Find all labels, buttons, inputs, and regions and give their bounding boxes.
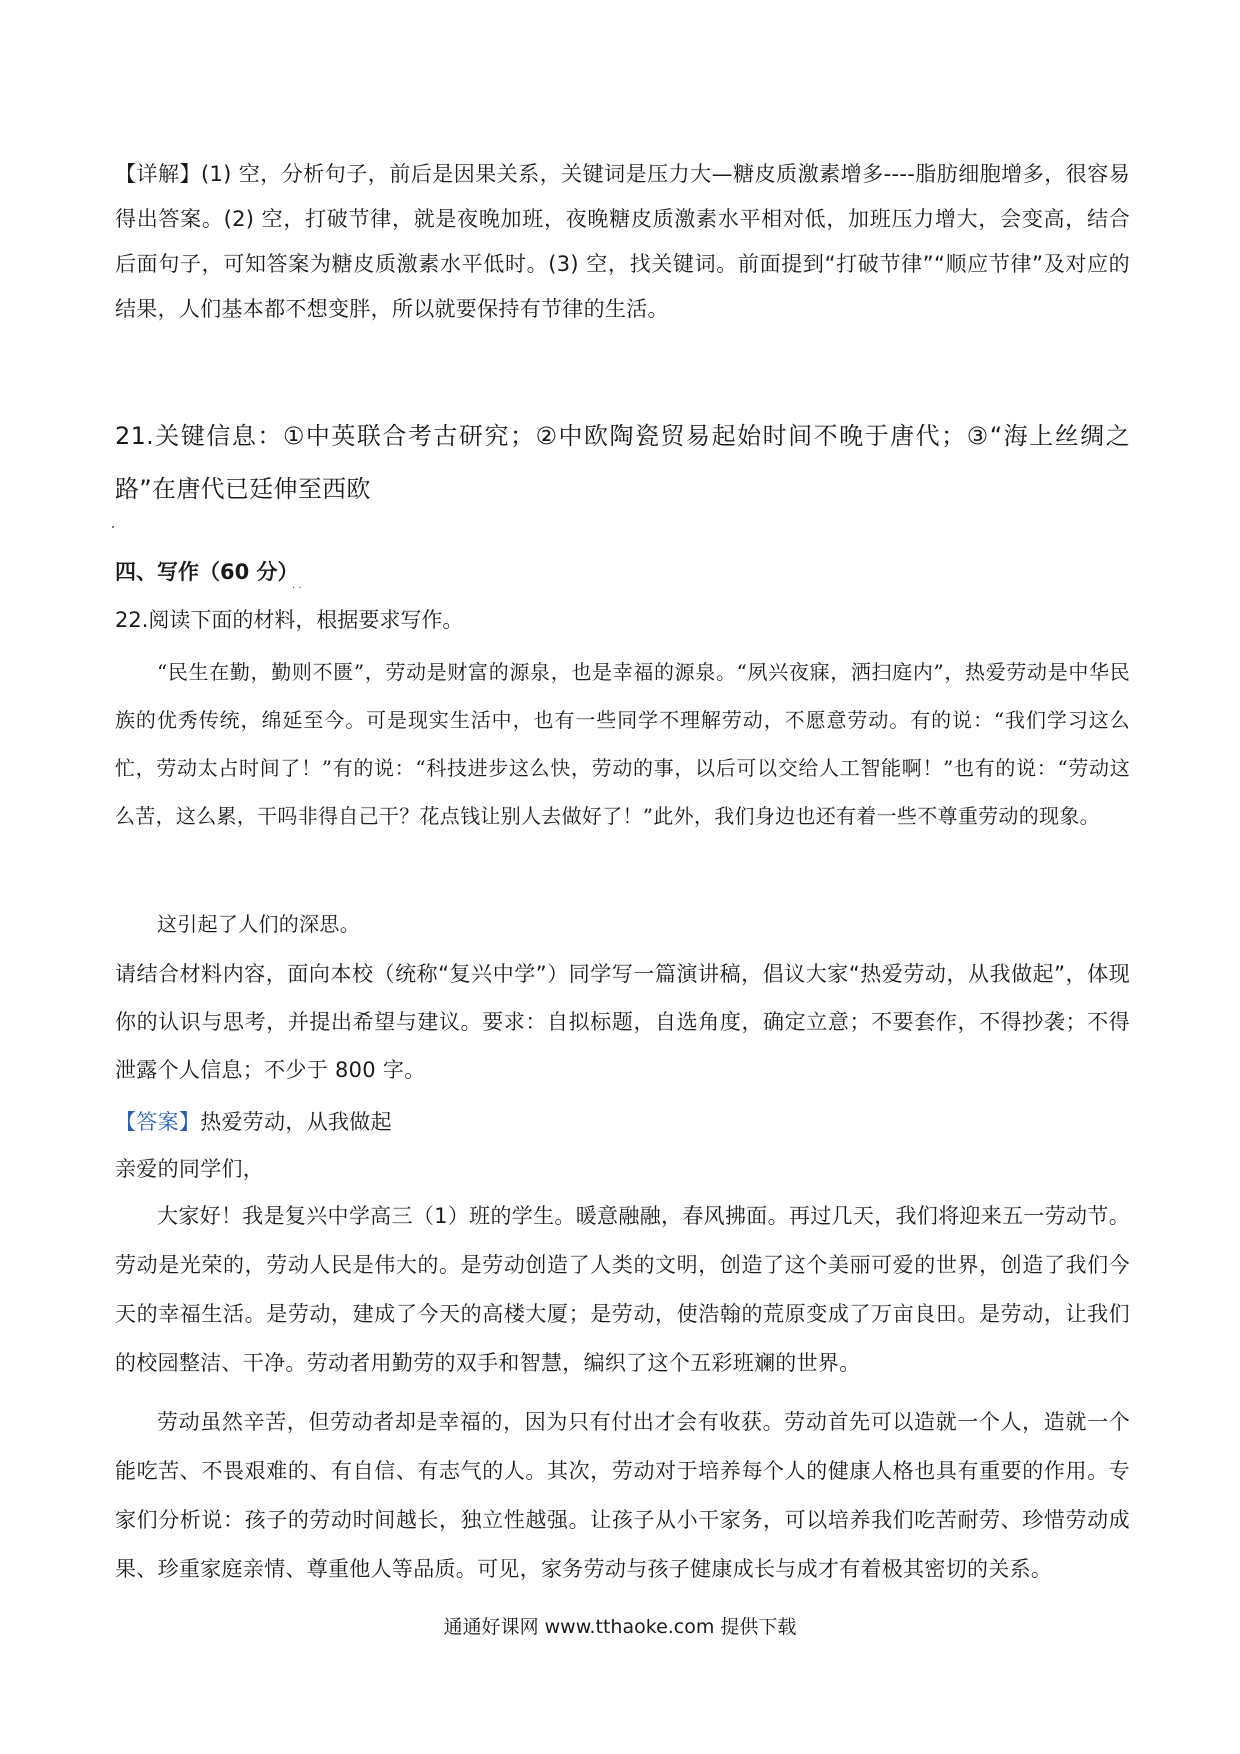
writing-requirement: 请结合材料内容，面向本校（统称“复兴中学”）同学写一篇演讲稿，倡议大家“热爱劳动，从我做起”，体现你的认识与思考，并提出希望与建议。要求：自拟标题，自选角度，确定立意；不要套作，不得抄袭；不得泄露个人信息；不少于 800 字。 <box>115 962 1130 1082</box>
material-paragraph-2: 这引起了人们的深思。 <box>157 912 360 936</box>
page-footer: 通通好课网 www.tthaoke.com 提供下载 <box>443 1616 797 1638</box>
detail-text: (1) 空，分析句子，前后是因果关系，关键词是压力大—糖皮质激素增多----脂肪细胞增多，很容易得出答案。(2) 空，打破节律，就是夜晚加班，夜晚糖皮质激素水平相对低，加班压力增大，会变高，结合后面句子，可知答案为糖皮质激素水平低时。(3) 空，找关键词。前面提到“打破节律”“顺应节律”及对应的结果，人们基本都不想变胖，所以就要保持有节律的生活。 <box>115 162 1130 321</box>
stray-dot <box>112 526 114 528</box>
detail-explanation <box>115 152 1130 332</box>
essay-salutation: 亲爱的同学们， <box>115 1157 265 1181</box>
answer-heading <box>115 1098 1130 1146</box>
answer-title: 热爱劳动，从我做起 <box>200 1110 392 1134</box>
question-21-answer: 21.关键信息：①中英联合考古研究；②中欧陶瓷贸易起始时间不晚于唐代；③“海上丝绸之路”在唐代已廷伸至西欧 <box>115 422 1130 503</box>
material-paragraph-1: “民生在勤，勤则不匮”，劳动是财富的源泉，也是幸福的源泉。“夙兴夜寐，洒扫庭内”，热爱劳动是中华民族的优秀传统，绵延至今。可是现实生活中，也有一些同学不理解劳动，不愿意劳动。有的说：“我们学习这么忙，劳动太占时间了！”有的说：“科技进步这么快，劳动的事，以后可以交给人工智能啊！”也有的说：“劳动这么苦，这么累，干吗非得自己干？花点钱让别人去做好了！”此外，我们身边也还有着一些不尊重劳动的现象。 <box>115 660 1130 828</box>
section-title: 四、写作（60 分） <box>115 560 299 584</box>
essay-paragraph-2: 劳动虽然辛苦，但劳动者却是幸福的，因为只有付出才会有收获。劳动首先可以造就一个人，造就一个能吃苦、不畏艰难的、有自信、有志气的人。其次，劳动对于培养每个人的健康人格也具有重要的作用。专家们分析说：孩子的劳动时间越长，独立性越强。让孩子从小干家务，可以培养我们吃苦耐劳、珍惜劳动成果、珍重家庭亲情、尊重他人等品质。可见，家务劳动与孩子健康成长与成才有着极其密切的关系。 <box>115 1410 1130 1581</box>
question-22-prompt: 22.阅读下面的材料，根据要求写作。 <box>115 608 464 632</box>
section-mark: . . <box>292 580 302 591</box>
detail-tag: 【详解】 <box>115 162 201 186</box>
essay-paragraph-1: 大家好！我是复兴中学高三（1）班的学生。暖意融融，春风拂面。再过几天，我们将迎来五一劳动节。劳动是光荣的，劳动人民是伟大的。是劳动创造了人类的文明，创造了这个美丽可爱的世界，创造了我们今天的幸福生活。是劳动，建成了今天的高楼大厦；是劳动，使浩翰的荒原变成了万亩良田。是劳动，让我们的校园整洁、干净。劳动者用勤劳的双手和智慧，编织了这个五彩班斓的世界。 <box>115 1204 1130 1375</box>
answer-tag: 【答案】 <box>115 1110 201 1134</box>
